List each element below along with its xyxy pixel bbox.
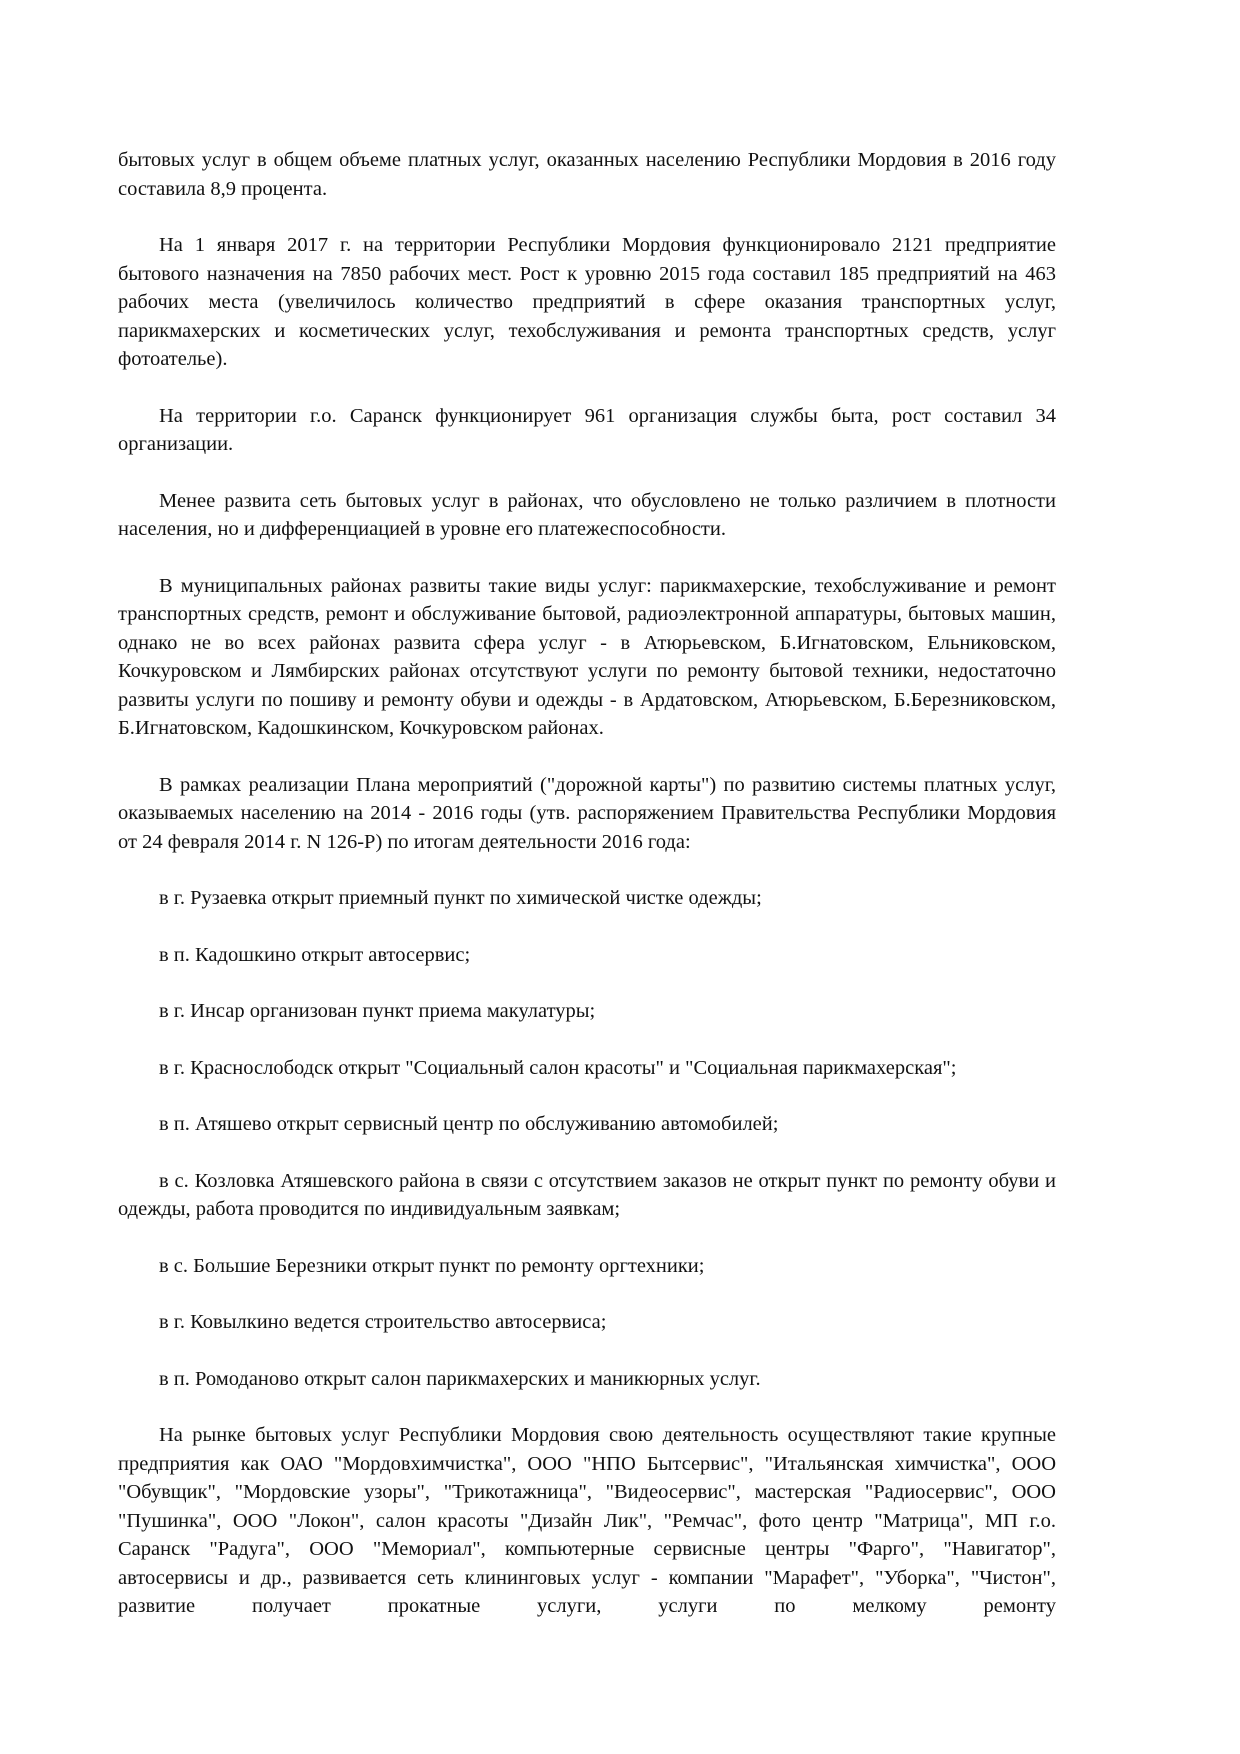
paragraph-districts-development: Менее развита сеть бытовых услуг в районах, что обусловлено не только различием в плотности населения, но и дифференциацией в уровне его платежеспособности. (118, 489, 1056, 540)
paragraph-municipal-services: В муниципальных районах развиты такие виды услуг: парикмахерские, техобслуживание и ремонт транспортных средств, ремонт и обслуживание бытовой, радиоэлектронной аппаратуры, бытовых машин, однако не во всех районах развита сфера услуг - в Атюрьевском, Б.Игнатовском, Ельниковском, Кочкуровском и Лямбирских районах отсутствуют услуги по ремонту бытовой техники, недостаточно развиты услуги по пошиву и ремонту обуви и одежды - в Ардатовском, Атюрьевском, Б.Березниковском, Б.Игнатовском, Кадошкинском, Кочкуровском районах. (118, 574, 1056, 739)
list-item: в г. Рузаевка открыт приемный пункт по химической чистке одежды; (159, 887, 762, 909)
paragraph-saransk: На территории г.о. Саранск функционирует 961 организация службы быта, рост составил 34 организации. (118, 404, 1056, 455)
list-item: в с. Большие Березники открыт пункт по ремонту оргтехники; (159, 1254, 705, 1277)
list-item: в п. Атяшево открыт сервисный центр по обслуживанию автомобилей; (159, 1113, 779, 1135)
list-item: в г. Краснослободск открыт "Социальный салон красоты" и "Социальная парикмахерская"; (159, 1056, 957, 1079)
list-item: в г. Ковылкино ведется строительство автосервиса; (159, 1311, 607, 1333)
paragraph-market-enterprises: На рынке бытовых услуг Республики Мордовия свою деятельность осуществляют такие крупные предприятия как ОАО "Мордовхимчистка", ООО "НПО Бытсервис", "Итальянская химчистка", ООО "Обувщик", "Мордовские узоры", "Трикотажница", "Видеосервис", мастерская "Радиосервис", ООО "Пушинка", ООО "Локон", салон красоты "Дизайн Лик", "Ремчас", фото центр "Матрица", МП г.о. Саранск "Радуга", ООО "Мемориал", компьютерные сервисные центры "Фарго", "Навигатор", автосервисы и др., развивается сеть клининговых услуг - компании "Марафет", "Уборка", "Чистон", развитие получает прокатные услуги, услуги по мелкому ремонту (118, 1424, 1056, 1617)
paragraph-continuation: бытовых услуг в общем объеме платных услуг, оказанных населению Республики Мордовия в 2016 году составила 8,9 процента. (118, 149, 1056, 200)
document-page (118, 146, 1056, 1649)
list-item: в с. Козловка Атяшевского района в связи с отсутствием заказов не открыт пункт по ремонту обуви и одежды, работа проводится по индивидуальным заявкам; (118, 1169, 1056, 1220)
paragraph-roadmap: В рамках реализации Плана мероприятий ("дорожной карты") по развитию системы платных услуг, оказываемых населению на 2014 - 2016 годы (утв. распоряжением Правительства Республики Мордовия от 24 февраля 2014 г. N 126-Р) по итогам деятельности 2016 года: (118, 773, 1056, 853)
list-item: в п. Кадошкино открыт автосервис; (159, 943, 471, 966)
list-item: в п. Ромоданово открыт салон парикмахерских и маникюрных услуг. (159, 1367, 761, 1390)
list-item: в г. Инсар организован пункт приема макулатуры; (159, 1000, 596, 1022)
paragraph-enterprises-count: На 1 января 2017 г. на территории Республики Мордовия функционировало 2121 предприятие бытового назначения на 7850 рабочих мест. Рост к уровню 2015 года составил 185 предприятий на 463 рабочих места (увеличилось количество предприятий в сфере оказания транспортных услуг, парикмахерских и косметических услуг, техобслуживания и ремонта транспортных средств, услуг фотоателье). (118, 234, 1056, 370)
results-list (118, 884, 1056, 1393)
